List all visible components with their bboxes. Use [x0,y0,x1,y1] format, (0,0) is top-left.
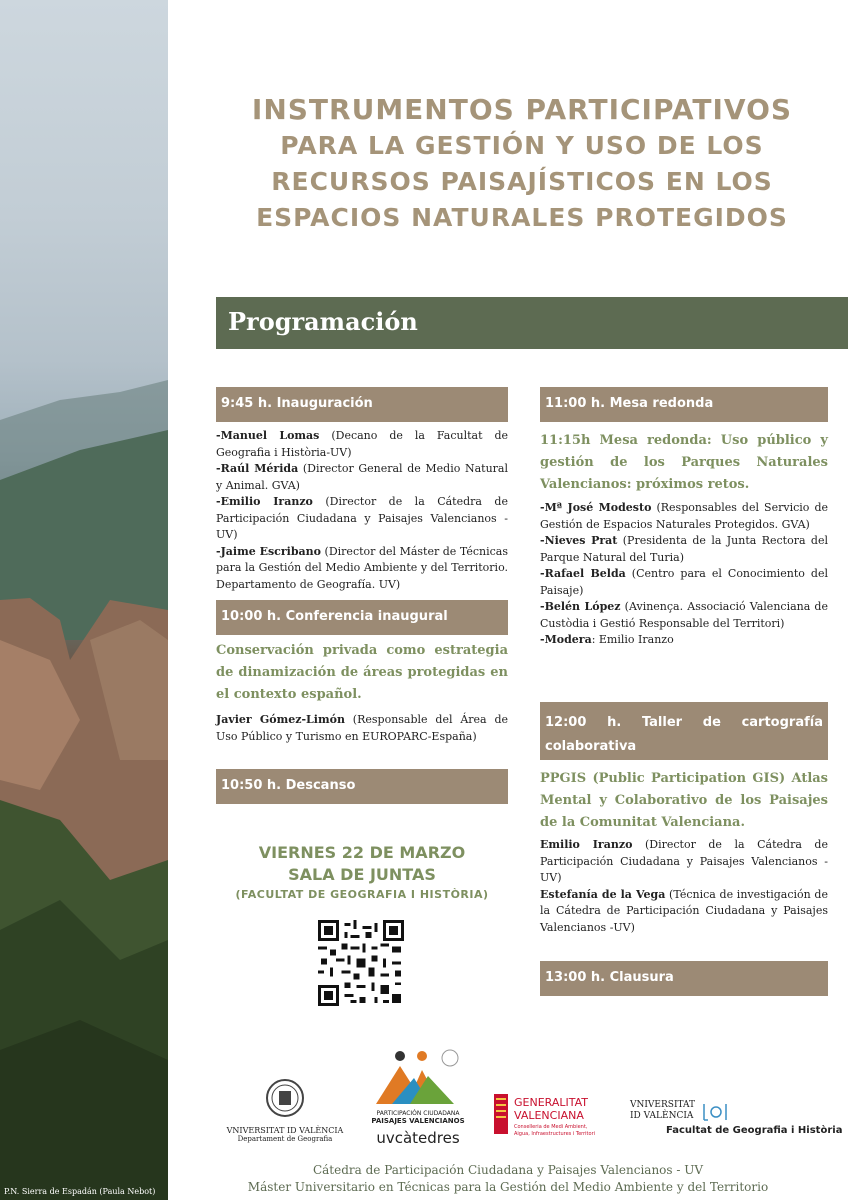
event-faculty: (FACULTAT DE GEOGRAFIA I HISTÒRIA) [235,888,489,901]
uv-fgh-name-2: ID VALÈNCIA [630,1111,694,1121]
title-line-1: INSTRUMENTOS PARTICIPATIVOS [251,93,793,126]
catedra-logo [370,1048,466,1148]
speaker-item: Estefanía de la Vega (Técnica de investigación de la Cátedra de Participación Ciudadana y Paisajes Valencianos -UV) [540,887,828,934]
conferencia-header [216,600,508,635]
uv-geografia-logo [226,1078,344,1148]
conferencia-speaker: Javier Gómez-Limón (Responsable del Área de Uso Público y Turismo en EUROPARC-España) [216,713,508,743]
gva-name-1: GENERALITAT [514,1096,589,1109]
gva-logo [492,1092,602,1148]
catedra-name-2: PAISAJES VALENCIANOS [371,1117,465,1125]
speaker-item: -Raúl Mérida (Director General de Medio Natural y Animal. GVA) [216,462,508,492]
conferencia-header-label: 10:00 h. Conferencia inaugural [221,609,448,624]
footer [168,1162,848,1196]
speaker-item: -Modera: Emilio Iranzo [540,633,674,646]
programacion-bar [216,297,848,349]
speaker-item: -Manuel Lomas (Decano de la Facultat de Geografia i Història-UV) [216,429,508,459]
page-title [216,92,828,236]
footer-line-1: Cátedra de Participación Ciudadana y Paisajes Valencianos - UV [312,1163,704,1177]
speaker-item: -Jaime Escribano (Director del Máster de Técnicas para la Gestión del Medio Ambiente y del Territorio. Departamento de Geografía. UV) [216,544,508,591]
speaker-item: -Emilio Iranzo (Director de la Cátedra de Participación Ciudadana y Paisajes Valencianos - UV) [216,495,508,541]
landscape-photo [0,0,168,1200]
taller-subtitle: PPGIS (Public Participation GIS) Atlas Mental y Colaborativo de los Paisajes de la Comunitat Valenciana. [540,771,828,830]
taller-header [540,702,828,760]
uv-dept-subname: Departament de Geografia [237,1135,333,1143]
inauguracion-header-label: 9:45 h. Inauguración [221,396,373,411]
taller-header-label: 12:00 h. Taller de cartografía colaborativa [545,715,823,754]
mesa-speakers [540,500,828,649]
fgh-symbol-icon [702,1102,730,1122]
uv-seal-icon [226,1078,344,1118]
taller-speakers [540,837,828,936]
catedra-name-1: PARTICIPACIÓN CIUDADANA [376,1110,460,1117]
uv-fgh-logo [630,1100,843,1144]
conferencia-subtitle: Conservación privada como estrategia de dinamización de áreas protegidas en el contexto español. [216,643,508,702]
clausura-header [540,961,828,996]
uv-fgh-name-1: VNIVERSITAT [630,1100,696,1110]
mesa-subtitle: 11:15h Mesa redonda: Uso público y gestión de los Parques Naturales Valencianos: próximos retos. [540,433,828,492]
speaker-item: Emilio Iranzo (Director de la Cátedra de Participación Ciudadana y Paisajes Valencianos - UV) [540,838,828,884]
title-line-3: RECURSOS PAISAJÍSTICOS EN LOS [271,167,773,196]
title-line-4: ESPACIOS NATURALES PROTEGIDOS [256,203,788,232]
programacion-label: Programación [228,307,418,336]
inauguracion-header [216,387,508,422]
uvcatedres-wordmark: uvcàtedres [376,1129,460,1147]
gva-conselleria: Conselleria de Medi Ambient, Aigua, Infraestructures i Territori [514,1124,596,1137]
catedra-people-icon [370,1048,466,1106]
uv-fgh-faculty: Facultat de Geografia i Història [666,1125,843,1136]
inauguracion-speakers [216,428,508,593]
mesa-header [540,387,828,422]
descanso-header [216,769,508,804]
speaker-item: -Mª José Modesto (Responsables del Servicio de Gestión de Espacios Naturales Protegidos. GVA) [540,501,828,531]
speaker-item: -Nieves Prat (Presidenta de la Junta Rectora del Parque Natural del Turia) [540,534,828,564]
event-date: VIERNES 22 DE MARZO [258,843,466,862]
speaker-item: -Belén López (Avinença. Associació Valenciana de Custòdia i Gestió Responsable del Territori) [540,600,828,630]
photo-credit: P.N. Sierra de Espadán (Paula Nebot) [4,1187,156,1196]
gva-name-2: VALENCIANA [514,1109,584,1122]
qr-code[interactable] [318,920,404,1006]
event-room: SALA DE JUNTAS [288,865,436,884]
speaker-item: -Rafael Belda (Centro para el Conocimiento del Paisaje) [540,567,828,597]
title-line-2: PARA LA GESTIÓN Y USO DE LOS [280,131,764,160]
mesa-header-label: 11:00 h. Mesa redonda [545,396,714,411]
uv-dept-name: VNIVERSITAT ID VALÈNCIA [226,1126,344,1135]
descanso-header-label: 10:50 h. Descanso [221,778,356,793]
clausura-header-label: 13:00 h. Clausura [545,970,674,985]
gva-shield-icon [492,1092,510,1136]
footer-line-2: Máster Universitario en Técnicas para la Gestión del Medio Ambiente y del Territorio [247,1180,769,1194]
event-info [216,842,508,904]
